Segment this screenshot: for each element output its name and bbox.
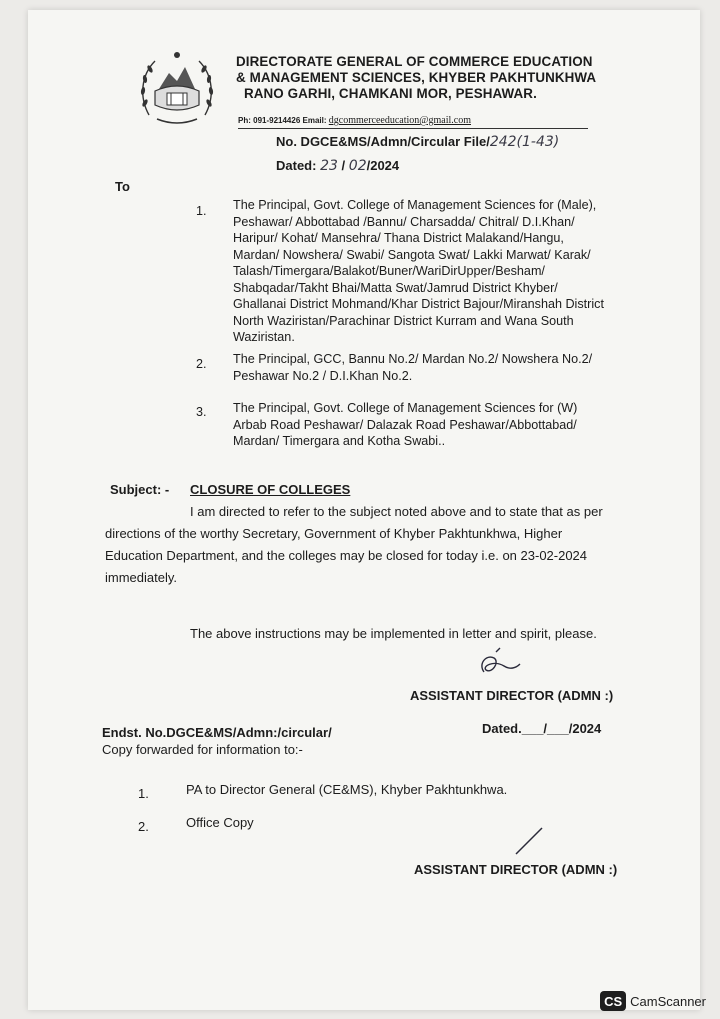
recipient-3-text: [233, 400, 631, 450]
recipient-line: The Principal, Govt. College of Management Sciences for (W): [233, 401, 578, 415]
date-month: 02: [348, 158, 367, 174]
circular-number-label: No. DGCE&MS/Admn/Circular File/: [276, 134, 490, 149]
recipient-line: North Waziristan/Parachinar District Kurram and Wana South: [233, 313, 574, 328]
camscanner-watermark: [600, 991, 706, 1011]
subject-title: CLOSURE OF COLLEGES: [190, 482, 351, 497]
date-separator: /: [341, 158, 346, 173]
body-line: directions of the worthy Secretary, Government of Khyber Pakhtunkhwa, Higher: [105, 526, 563, 541]
header-divider: [238, 128, 588, 129]
government-crest-logo-icon: [135, 45, 219, 129]
header-line-2: & MANAGEMENT SCIENCES, KHYBER PAKHTUNKHWA: [236, 70, 597, 85]
date-year: /2024: [366, 158, 400, 173]
recipient-number: 3.: [196, 405, 207, 419]
circular-number: [276, 134, 559, 150]
recipient-line: Shabqadar/Takht Bhai/Matta Swat/Jamrud District Khyber/: [233, 280, 558, 295]
copy-item-number: 2.: [138, 819, 149, 834]
email-address: dgcommerceeducation@gmail.com: [328, 115, 471, 126]
copy-item-1: PA to Director General (CE&MS), Khyber Pakhtunkhwa.: [186, 782, 508, 797]
contact-line: [238, 115, 471, 126]
body-line: immediately.: [105, 570, 178, 585]
recipient-line: Waziristan.: [233, 330, 295, 344]
recipient-line: Mardan/ Nowshera/ Swabi/ Sangota Swat/ Lakki Marwat/ Karak/: [233, 247, 591, 262]
header-line-1: DIRECTORATE GENERAL OF COMMERCE EDUCATION: [236, 54, 593, 69]
copy-item-number: 1.: [138, 786, 149, 801]
copy-item-2: Office Copy: [186, 815, 254, 830]
body-paragraph-1: [105, 501, 637, 589]
phone-number: 091-9214426: [253, 116, 301, 125]
date-label: Dated:: [276, 158, 317, 173]
signature-2-icon: [510, 822, 550, 858]
camscanner-logo-icon: CS: [600, 991, 626, 1011]
recipient-line: Peshawar No.2 / D.I.Khan No.2.: [233, 368, 413, 383]
recipient-line: Peshawar/ Abbottabad /Bannu/ Charsadda/ Chitral/ D.I.Khan/: [233, 214, 575, 229]
subject-label: Subject: -: [110, 482, 170, 497]
body-line: I am directed to refer to the subject noted above and to state that as per: [190, 504, 603, 519]
date-day: 23: [320, 158, 338, 174]
circular-date: [276, 158, 399, 174]
camscanner-label: CamScanner: [630, 993, 706, 1009]
recipient-line: Arbab Road Peshawar/ Dalazak Road Peshawar/Abbottabad/: [233, 417, 577, 432]
body-paragraph-2: The above instructions may be implemented in letter and spirit, please.: [190, 626, 597, 641]
header-line-3: RANO GARHI, CHAMKANI MOR, PESHAWAR.: [244, 86, 537, 101]
recipient-1-text: [233, 197, 631, 346]
to-label: To: [115, 179, 130, 194]
copy-forwarded-text: Copy forwarded for information to:-: [102, 742, 303, 757]
recipient-line: The Principal, GCC, Bannu No.2/ Mardan No.2/ Nowshera No.2/: [233, 352, 593, 366]
recipient-line: Haripur/ Kohat/ Mansehra/ Thana District Malakand/Hangu,: [233, 231, 564, 245]
signatory-2: ASSISTANT DIRECTOR (ADMN :): [414, 862, 618, 877]
endorsement-number: Endst. No.DGCE&MS/Admn:/circular/: [102, 725, 332, 740]
circular-number-handwritten: 242(1-43): [489, 134, 560, 150]
body-line: Education Department, and the colleges may be closed for today i.e. on 23-02-2024: [105, 548, 588, 563]
recipient-line: The Principal, Govt. College of Management Sciences for (Male),: [233, 198, 597, 212]
recipient-number: 2.: [196, 357, 207, 371]
email-label: Email:: [302, 116, 327, 125]
recipient-line: Talash/Timergara/Balakot/Buner/WariDirUpper/Besham/: [233, 264, 545, 278]
signature-1-icon: [470, 646, 530, 686]
recipient-line: Mardan/ Timergara and Kotha Swabi..: [233, 434, 446, 448]
recipient-number: 1.: [196, 204, 207, 218]
recipient-line: Ghallanai District Mohmand/Khar District Bajour/Miranshah District: [233, 297, 604, 311]
signatory-1: ASSISTANT DIRECTOR (ADMN :): [410, 688, 614, 703]
recipient-2-text: [233, 351, 631, 384]
endorsement-date: Dated.___/___/2024: [482, 721, 602, 736]
phone-label: Ph:: [238, 116, 251, 125]
